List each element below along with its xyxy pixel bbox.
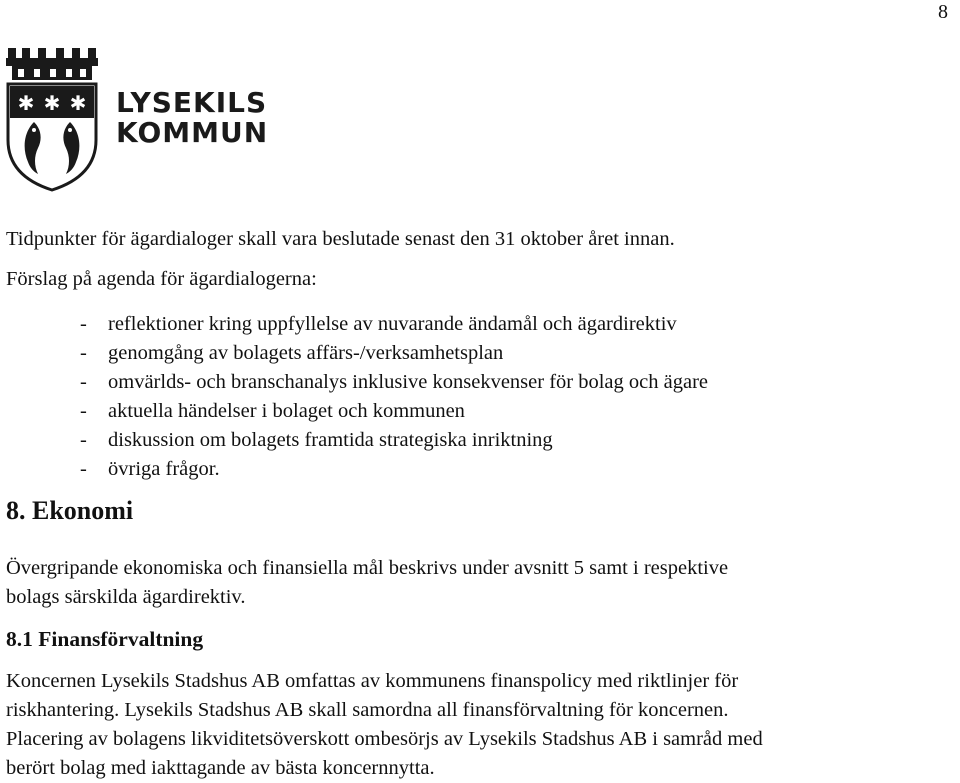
bullet-dash: - <box>80 458 87 480</box>
paragraph-line: Koncernen Lysekils Stadshus AB omfattas av kommunens finanspolicy med riktlinjer för <box>6 670 739 692</box>
bullet-dash: - <box>80 342 87 364</box>
svg-text:✱: ✱ <box>69 91 87 115</box>
logo-line-1: LYSEKILS <box>116 86 268 119</box>
section-heading-finansforvaltning: 8.1 Finansförvaltning <box>6 627 204 651</box>
coat-of-arms-logo <box>4 44 100 192</box>
agenda-heading: Förslag på agenda för ägardialogerna: <box>6 268 317 290</box>
list-item-text: omvärlds- och branschanalys inklusive konsekvenser för bolag och ägare <box>108 371 709 393</box>
bullet-dash: - <box>80 400 87 422</box>
agenda-list <box>80 310 708 484</box>
list-item-text: övriga frågor. <box>108 458 220 480</box>
list-item <box>80 397 708 426</box>
paragraph-line: berört bolag med iakttagande av bästa koncernnytta. <box>6 757 435 779</box>
list-item <box>80 368 708 397</box>
finansforvaltning-paragraph <box>6 667 951 783</box>
paragraph-line: riskhantering. Lysekils Stadshus AB skall samordna all finansförvaltning för koncernen. <box>6 699 729 721</box>
list-item <box>80 455 708 484</box>
deadline-text: Tidpunkter för ägardialoger skall vara beslutade senast den 31 oktober året innan. <box>6 228 675 250</box>
list-item-text: aktuella händelser i bolaget och kommunen <box>108 400 465 422</box>
bullet-dash: - <box>80 429 87 451</box>
ekonomi-paragraph <box>6 554 951 612</box>
bullet-dash: - <box>80 371 87 393</box>
paragraph-line: Övergripande ekonomiska och finansiella mål beskrivs under avsnitt 5 samt i respektive <box>6 557 729 579</box>
logo-wordmark <box>116 88 268 148</box>
logo-line-2: KOMMUN <box>116 116 269 149</box>
list-item-text: genomgång av bolagets affärs-/verksamhetsplan <box>108 342 504 364</box>
paragraph-line: bolags särskilda ägardirektiv. <box>6 586 246 608</box>
list-item <box>80 310 708 339</box>
list-item <box>80 339 708 368</box>
svg-text:✱: ✱ <box>43 91 61 115</box>
bullet-dash: - <box>80 313 87 335</box>
svg-text:✱: ✱ <box>17 91 35 115</box>
list-item-text: diskussion om bolagets framtida strategiska inriktning <box>108 429 553 451</box>
list-item <box>80 426 708 455</box>
page-number: 8 <box>938 1 948 23</box>
paragraph-line: Placering av bolagens likviditetsöverskott ombesörjs av Lysekils Stadshus AB i samråd med <box>6 728 763 750</box>
section-heading-ekonomi: 8. Ekonomi <box>6 496 134 525</box>
list-item-text: reflektioner kring uppfyllelse av nuvarande ändamål och ägardirektiv <box>108 313 677 335</box>
